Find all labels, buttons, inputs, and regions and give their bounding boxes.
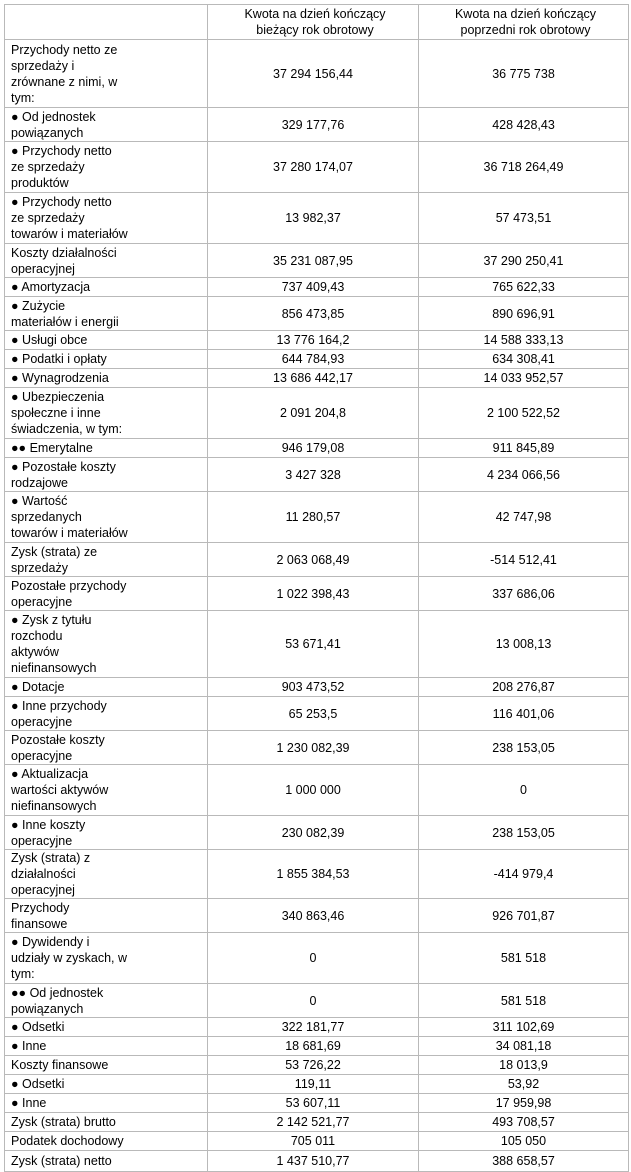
row-label: ● Podatki i opłaty [5,350,208,369]
previous-year-value: 634 308,41 [419,350,629,369]
row-label: ● Ubezpieczenia społeczne i inne świadczenia, w tym: [5,388,208,439]
table-row [5,1113,629,1132]
header-empty-cell [5,5,208,40]
current-year-value: 322 181,77 [208,1018,419,1037]
current-year-value: 1 855 384,53 [208,850,419,899]
row-label: Przychody finansowe [5,899,208,933]
row-label: Zysk (strata) ze sprzedaży [5,543,208,577]
current-year-value: 3 427 328 [208,458,419,492]
row-label: ● Odsetki [5,1018,208,1037]
row-label: ● Dywidendy i udziały w zyskach, w tym: [5,933,208,984]
previous-year-value: 493 708,57 [419,1113,629,1132]
previous-year-value: -414 979,4 [419,850,629,899]
table-row [5,193,629,244]
previous-year-value: 116 401,06 [419,697,629,731]
previous-year-value: 238 153,05 [419,731,629,765]
previous-year-value: 57 473,51 [419,193,629,244]
previous-year-value: 0 [419,765,629,816]
previous-year-value: 890 696,91 [419,297,629,331]
row-label: Koszty finansowe [5,1056,208,1075]
previous-year-value: 765 622,33 [419,278,629,297]
row-label: ● Usługi obce [5,331,208,350]
current-year-value: 644 784,93 [208,350,419,369]
row-label: ● Pozostałe koszty rodzajowe [5,458,208,492]
current-year-value: 0 [208,933,419,984]
table-row [5,933,629,984]
current-year-value: 53 607,11 [208,1094,419,1113]
previous-year-value: 581 518 [419,984,629,1018]
current-year-value: 737 409,43 [208,278,419,297]
previous-year-value: 2 100 522,52 [419,388,629,439]
current-year-value: 65 253,5 [208,697,419,731]
previous-year-value: 581 518 [419,933,629,984]
table-row [5,984,629,1018]
previous-year-value: -514 512,41 [419,543,629,577]
current-year-value: 53 671,41 [208,611,419,678]
current-year-value: 340 863,46 [208,899,419,933]
table-row [5,40,629,108]
table-row [5,1075,629,1094]
table-row [5,577,629,611]
previous-year-value: 105 050 [419,1132,629,1151]
table-row [5,899,629,933]
current-year-value: 13 686 442,17 [208,369,419,388]
row-label: ● Wartość sprzedanych towarów i materiałów [5,492,208,543]
table-row [5,611,629,678]
table-row [5,297,629,331]
row-label: ● Od jednostek powiązanych [5,108,208,142]
row-label: Podatek dochodowy [5,1132,208,1151]
table-row [5,1018,629,1037]
previous-year-value: 926 701,87 [419,899,629,933]
previous-year-value: 18 013,9 [419,1056,629,1075]
table-row [5,765,629,816]
row-label: ● Aktualizacja wartości aktywów niefinansowych [5,765,208,816]
previous-year-value: 4 234 066,56 [419,458,629,492]
row-label: ● Amortyzacja [5,278,208,297]
table-row [5,850,629,899]
table-row [5,492,629,543]
table-row [5,108,629,142]
current-year-value: 1 022 398,43 [208,577,419,611]
previous-year-value: 42 747,98 [419,492,629,543]
table-row [5,543,629,577]
current-year-value: 37 294 156,44 [208,40,419,108]
table-row [5,369,629,388]
table-row [5,388,629,439]
table-row [5,1094,629,1113]
previous-year-value: 34 081,18 [419,1037,629,1056]
header-previous-year: Kwota na dzień kończący poprzedni rok obrotowy [419,5,629,40]
row-label: ● Inne [5,1037,208,1056]
previous-year-value: 36 775 738 [419,40,629,108]
row-label: Koszty działalności operacyjnej [5,244,208,278]
current-year-value: 2 063 068,49 [208,543,419,577]
table-row [5,458,629,492]
previous-year-value: 14 033 952,57 [419,369,629,388]
previous-year-value: 428 428,43 [419,108,629,142]
financial-statement-table [4,4,629,1172]
table-row [5,697,629,731]
current-year-value: 1 437 510,77 [208,1151,419,1172]
previous-year-value: 911 845,89 [419,439,629,458]
current-year-value: 0 [208,984,419,1018]
current-year-value: 37 280 174,07 [208,142,419,193]
current-year-value: 329 177,76 [208,108,419,142]
previous-year-value: 36 718 264,49 [419,142,629,193]
row-label: Zysk (strata) brutto [5,1113,208,1132]
current-year-value: 13 776 164,2 [208,331,419,350]
row-label: Przychody netto ze sprzedaży i zrównane z nimi, w tym: [5,40,208,108]
row-label: Pozostałe koszty operacyjne [5,731,208,765]
current-year-value: 705 011 [208,1132,419,1151]
current-year-value: 230 082,39 [208,816,419,850]
row-label: Pozostałe przychody operacyjne [5,577,208,611]
previous-year-value: 13 008,13 [419,611,629,678]
table-row [5,278,629,297]
row-label: ● Inne [5,1094,208,1113]
table-row [5,731,629,765]
header-row [5,5,629,40]
row-label: ● Odsetki [5,1075,208,1094]
previous-year-value: 311 102,69 [419,1018,629,1037]
table-row [5,331,629,350]
row-label: ● Przychody netto ze sprzedaży towarów i materiałów [5,193,208,244]
row-label: ● Inne przychody operacyjne [5,697,208,731]
table-row [5,439,629,458]
previous-year-value: 14 588 333,13 [419,331,629,350]
row-label: ● Wynagrodzenia [5,369,208,388]
table-row [5,678,629,697]
table-row [5,244,629,278]
table-row [5,1151,629,1172]
current-year-value: 13 982,37 [208,193,419,244]
table-row [5,1037,629,1056]
row-label: ● Przychody netto ze sprzedaży produktów [5,142,208,193]
row-label: ● Inne koszty operacyjne [5,816,208,850]
table-row [5,142,629,193]
table-row [5,816,629,850]
table-row [5,1132,629,1151]
previous-year-value: 388 658,57 [419,1151,629,1172]
current-year-value: 946 179,08 [208,439,419,458]
row-label: Zysk (strata) netto [5,1151,208,1172]
current-year-value: 1 230 082,39 [208,731,419,765]
header-current-year: Kwota na dzień kończący bieżący rok obrotowy [208,5,419,40]
row-label: ● Zużycie materiałów i energii [5,297,208,331]
current-year-value: 11 280,57 [208,492,419,543]
previous-year-value: 37 290 250,41 [419,244,629,278]
row-label: Zysk (strata) z działalności operacyjnej [5,850,208,899]
current-year-value: 119,11 [208,1075,419,1094]
row-label: ●● Emerytalne [5,439,208,458]
current-year-value: 35 231 087,95 [208,244,419,278]
previous-year-value: 53,92 [419,1075,629,1094]
current-year-value: 2 091 204,8 [208,388,419,439]
row-label: ● Zysk z tytułu rozchodu aktywów niefinansowych [5,611,208,678]
row-label: ● Dotacje [5,678,208,697]
previous-year-value: 17 959,98 [419,1094,629,1113]
current-year-value: 53 726,22 [208,1056,419,1075]
previous-year-value: 208 276,87 [419,678,629,697]
current-year-value: 856 473,85 [208,297,419,331]
current-year-value: 903 473,52 [208,678,419,697]
current-year-value: 2 142 521,77 [208,1113,419,1132]
current-year-value: 1 000 000 [208,765,419,816]
table-row [5,350,629,369]
table-row [5,1056,629,1075]
row-label: ●● Od jednostek powiązanych [5,984,208,1018]
previous-year-value: 337 686,06 [419,577,629,611]
current-year-value: 18 681,69 [208,1037,419,1056]
previous-year-value: 238 153,05 [419,816,629,850]
